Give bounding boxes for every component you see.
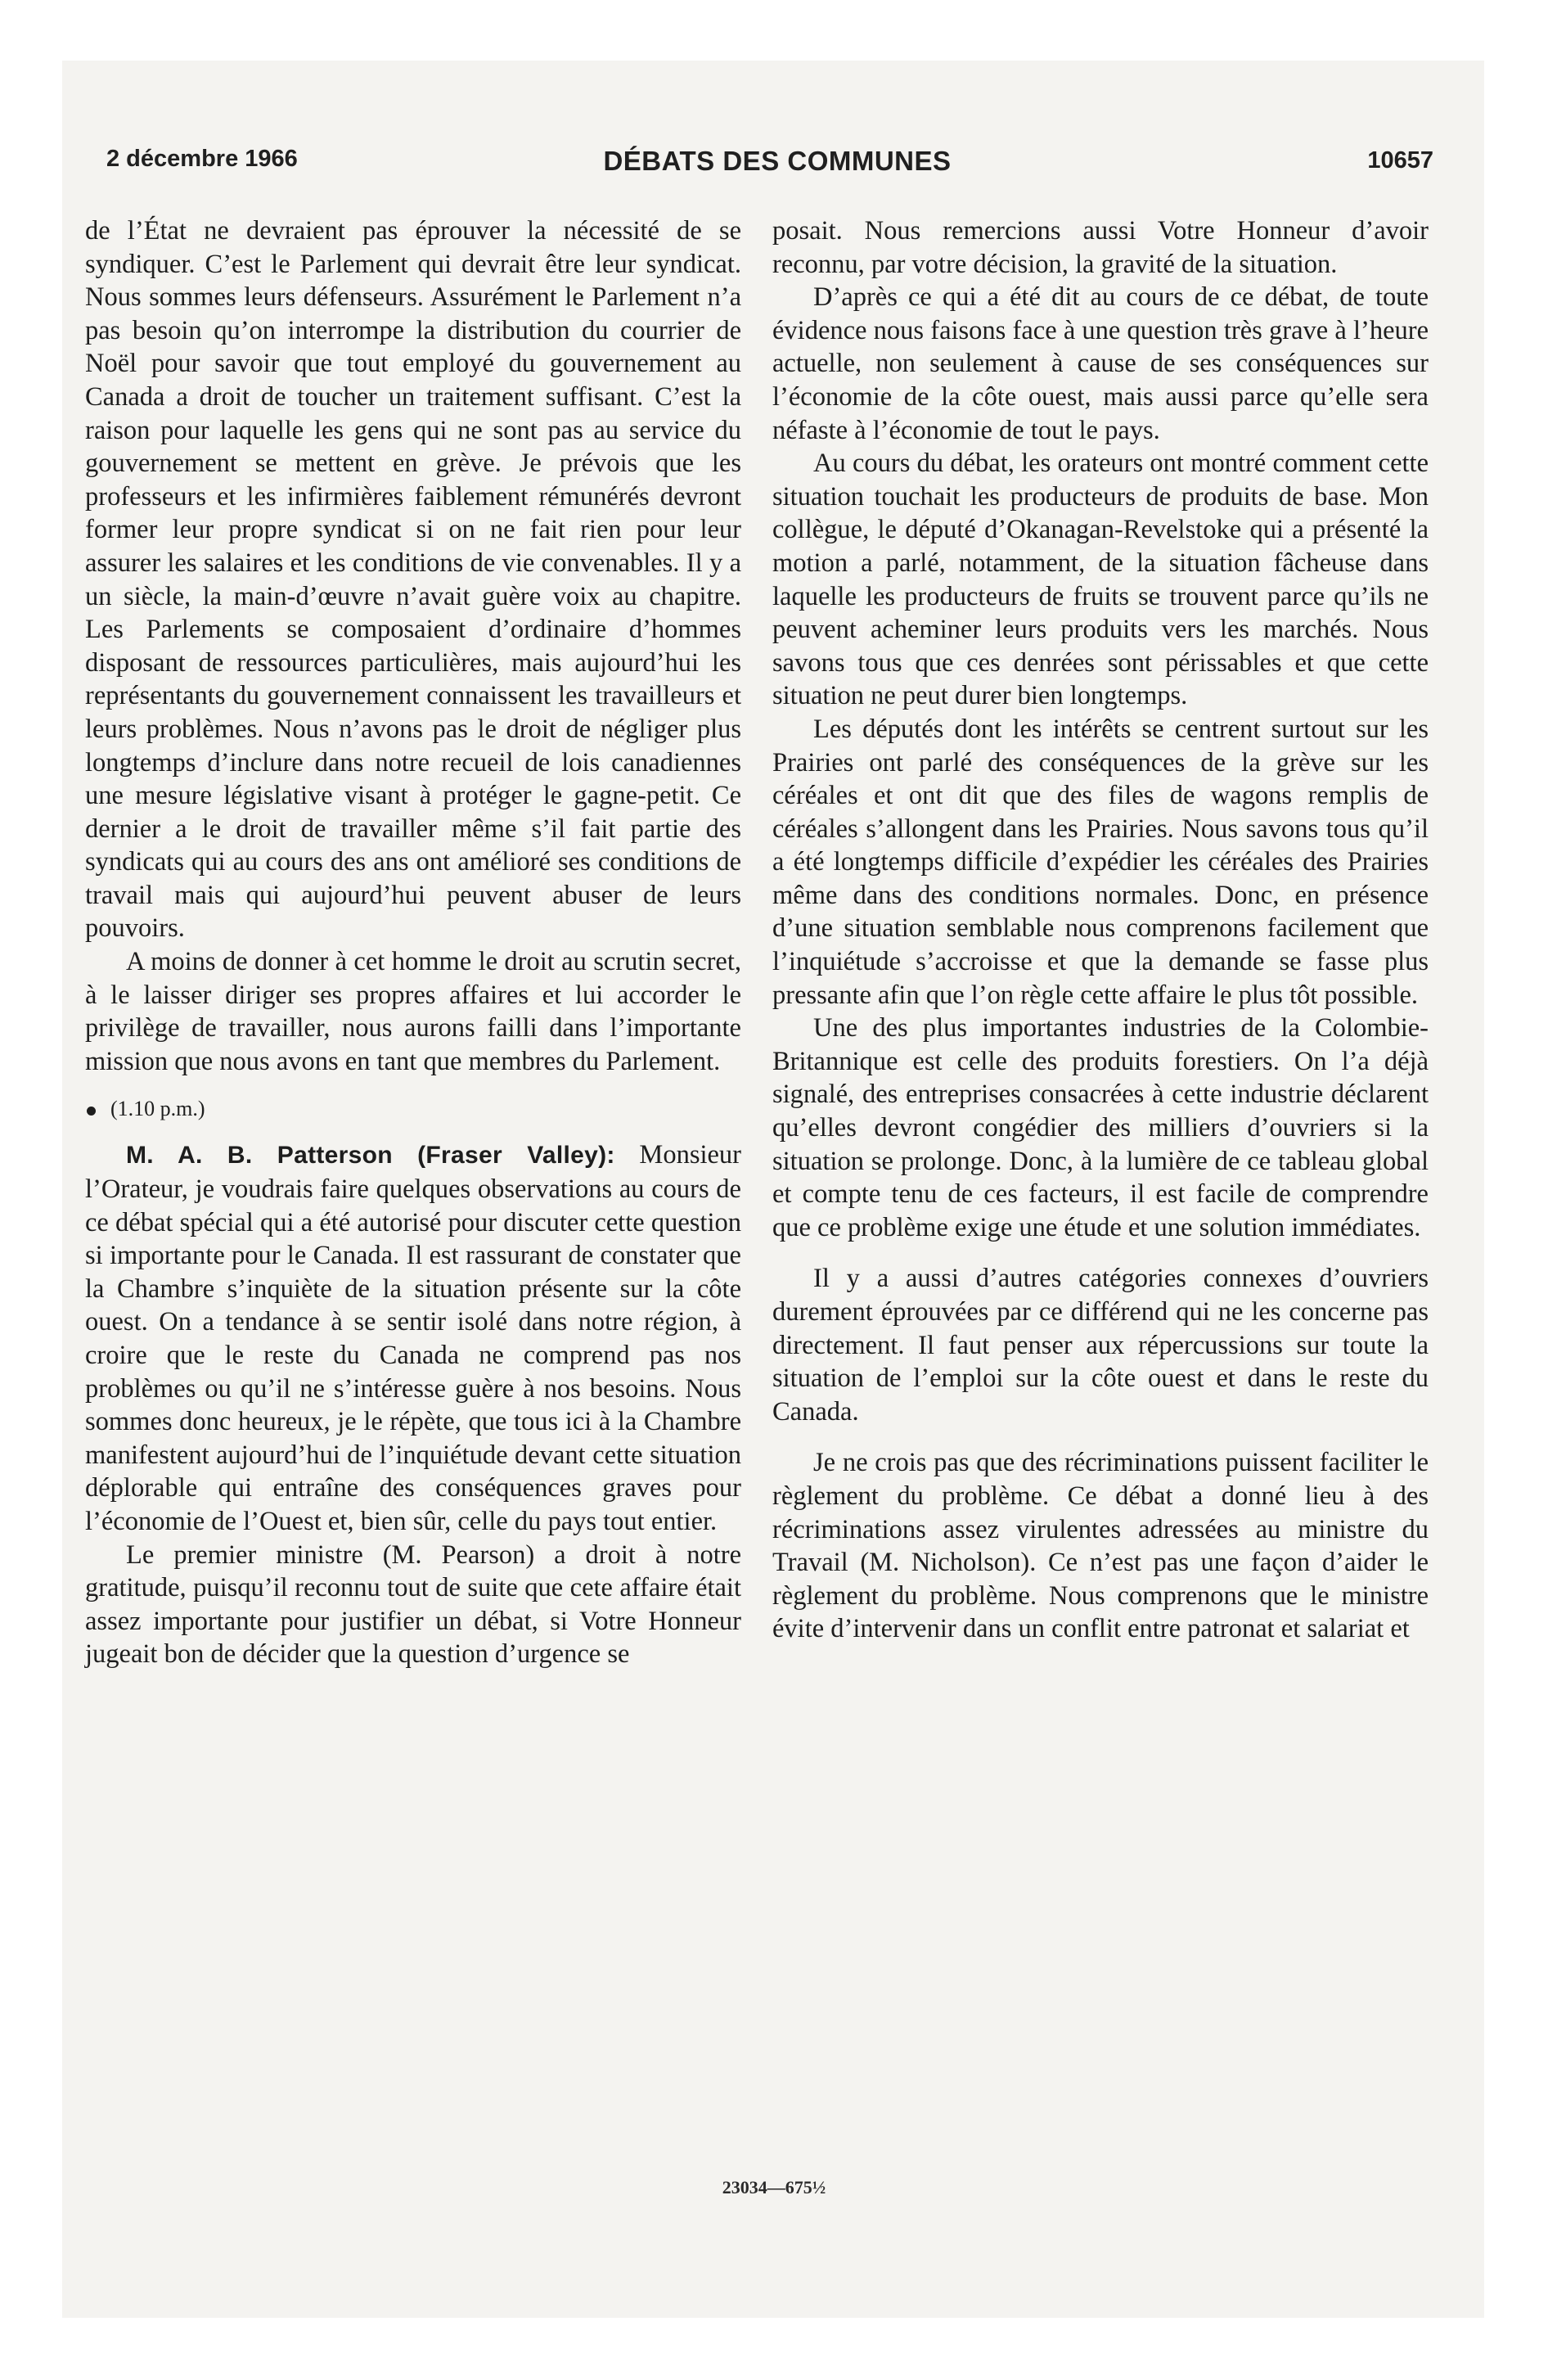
header-date: 2 décembre 1966 <box>106 146 298 172</box>
right-column <box>772 214 1429 1646</box>
header-title: DÉBATS DES COMMUNES <box>603 146 952 176</box>
paragraph: A moins de donner à cet homme le droit au scrutin secret, à le laisser diriger ses propres affaires et lui accorder le privilège de travailler, nous aurons failli dans l’importante mission que nous avons en tant que membres du Parlement. <box>85 947 741 1076</box>
timestamp <box>85 1093 741 1125</box>
paragraph: Une des plus importantes industries de la Colombie-Britannique est celle des produits forestiers. On l’a déjà signalé, des entreprises consacrées à cette industrie déclarent qu’elles devront congédier des milliers d’ouvriers si la situation se prolonge. Donc, à la lumière de ce tableau global et compte tenu de ces facteurs, il est facile de comprendre que ce problème exige une étude et une solution immédiates. <box>772 1013 1429 1242</box>
paragraph: Au cours du débat, les orateurs ont montré comment cette situation touchait les producteurs de produits de base. Mon collègue, le député d’Okanagan-Revelstoke qui a présenté la motion a parlé, notamment, de la situation fâcheuse dans laquelle les producteurs de fruits se trouvent parce qu’ils ne peuvent acheminer leurs produits vers les marchés. Nous savons tous que ces denrées sont périssables et que cette situation ne peut durer bien longtemps. <box>772 449 1429 711</box>
paragraph: Les députés dont les intérêts se centrent surtout sur les Prairies ont parlé des conséquences de la grève sur les céréales et ont dit que des files de wagons remplis de céréales s’allongent dans les Prairies. Nous savons tous qu’il a été longtemps difficile d’expédier les céréales des Prairies même dans des conditions normales. Donc, en présence d’une situation semblable nous comprenons facilement que l’inquiétude s’accroisse et que la demande se fasse plus pressante afin que l’on règle cette affaire le plus tôt possible. <box>772 714 1429 1010</box>
speaker-paragraph <box>85 1138 741 1538</box>
page-header <box>106 146 1448 187</box>
left-column <box>85 214 741 1671</box>
page-footer-signature: 23034—675½ <box>722 2177 826 2197</box>
paragraph: Le premier ministre (M. Pearson) a droit à notre gratitude, puisqu’il reconnu tout de suite que cete affaire était assez importante pour justifier un débat, si Votre Honneur jugeait bon de décider que la question d’urgence se <box>85 1539 741 1670</box>
paragraph: de l’État ne devraient pas éprouver la nécessité de se syndiquer. C’est le Parlement qui devrait être leur syndicat. Nous sommes leurs défenseurs. Assurément le Parlement n’a pas besoin qu’on interrompe la distribution du courrier de Noël pour savoir que tout employé du gouvernement au Canada a droit de toucher un traitement suffisant. C’est la raison pour laquelle les gens qui ne sont pas au service du gouvernement se mettent en grève. Je prévois que les professeurs et les infirmières faiblement rémunérés devront former leur propre syndicat si on ne fait rien pour leur assurer les salaires et les conditions de vie convenables. Il y a un siècle, la main-d’œuvre n’avait guère voix au chapitre. Les Parlements se composaient d’ordinaire d’hommes disposant de ressources particulières, mais aujourd’hui les représentants du gouvernement connaissent les travailleurs et leurs problèmes. Nous n’avons pas le droit de négliger plus longtemps d’inclure dans notre recueil de lois canadiennes une mesure législative visant à protéger le gagne-petit. Ce dernier a le droit de travailler même s’il fait partie des syndicats qui au cours des ans ont amélioré ses conditions de travail mais qui aujourd’hui peuvent abuser de leurs pouvoirs. <box>85 216 741 944</box>
paragraph: Je ne crois pas que des récriminations puissent faciliter le règlement du problème. Ce débat a donné lieu à des récriminations assez virulentes adressées au ministre du Travail (M. Nicholson). Ce n’est pas une façon d’aider le règlement du problème. Nous comprenons que le ministre évite d’intervenir dans un conflit entre patronat et salariat et <box>772 1448 1429 1644</box>
bullet-icon <box>87 1107 96 1116</box>
timestamp-text: (1.10 p.m.) <box>110 1097 205 1121</box>
paragraph: posait. Nous remercions aussi Votre Honneur d’avoir reconnu, par votre décision, la gravité de la situation. <box>772 216 1429 279</box>
header-page-number: 10657 <box>1367 147 1433 174</box>
paragraph: Il y a aussi d’autres catégories connexes d’ouvriers durement éprouvées par ce différend qui ne les concerne pas directement. Il faut penser aux répercussions sur toute la situation de l’emploi sur la côte ouest et dans le reste du Canada. <box>772 1264 1429 1427</box>
speaker-name: M. A. B. Patterson (Fraser Valley): <box>126 1142 615 1170</box>
paragraph-text: Monsieur l’Orateur, je voudrais faire quelques observations au cours de ce débat spécial qui a été autorisé pour discuter cette question si importante pour le Canada. Il est rassurant de constater que la Chambre s’inquiète de la situation présente sur la côte ouest. On a tendance à se sentir isolé dans notre région, à croire que le reste du Canada ne comprend pas nos problèmes ou qu’il ne s’intéresse guère à nos besoins. Nous sommes donc heureux, je le répète, que tous ici à la Chambre manifestent aujourd’hui de l’inquiétude devant cette situation déplorable qui entraîne des conséquences graves pour l’économie de l’Ouest et, bien sûr, celle du pays tout entier. <box>85 1140 741 1536</box>
paragraph: D’après ce qui a été dit au cours de ce débat, de toute évidence nous faisons face à une question très grave à l’heure actuelle, non seulement à cause de ses conséquences sur l’économie de la côte ouest, mais aussi parce qu’elle sera néfaste à l’économie de tout le pays. <box>772 282 1429 445</box>
